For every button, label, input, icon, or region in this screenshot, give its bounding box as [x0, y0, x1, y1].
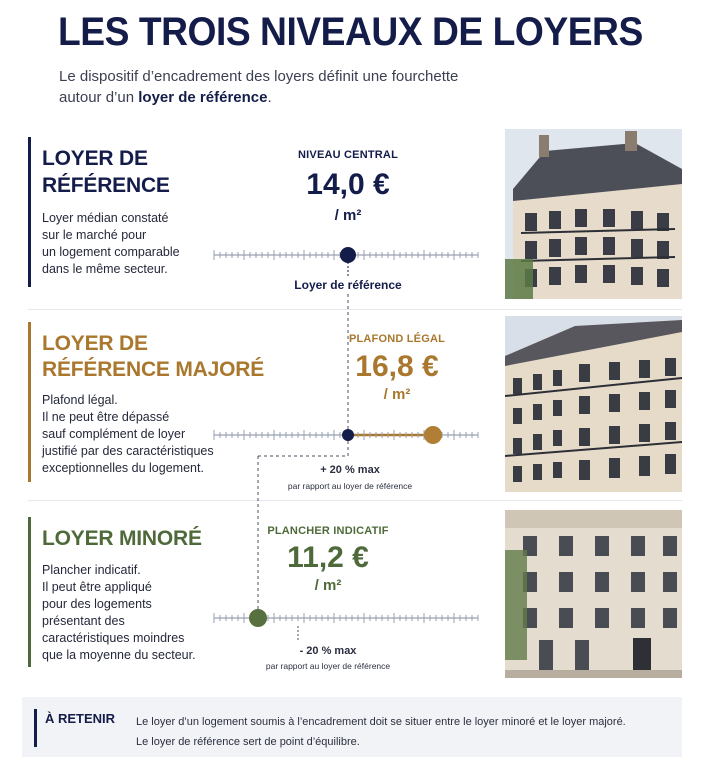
scale-majore	[214, 426, 478, 444]
rent-unit: / m²	[383, 386, 411, 403]
rent-unit: / m²	[334, 207, 362, 224]
key-takeaway-box	[22, 697, 682, 757]
takeaway-heading: À RETENIR	[45, 711, 116, 726]
percent-max: + 20 % max	[320, 464, 380, 476]
percent-note: par rapport au loyer de référence	[287, 481, 413, 491]
section-title-line1: LOYER DE	[42, 147, 148, 170]
desc-line: Plancher indicatif.	[42, 563, 141, 577]
desc-line: sauf complément de loyer	[42, 427, 186, 441]
desc-line: dans le même secteur.	[42, 262, 168, 276]
desc-line: un logement comparable	[42, 245, 180, 259]
section-title-line1: LOYER DE	[42, 332, 148, 355]
takeaway-line: Le loyer de référence sert de point d’équilibre.	[136, 736, 360, 748]
subtitle-emphasis: loyer de référence	[138, 89, 268, 106]
percent-note: par rapport au loyer de référence	[265, 661, 391, 671]
page-title: LES TROIS NIVEAUX DE LOYERS	[58, 10, 643, 54]
section-title-line2: RÉFÉRENCE	[42, 174, 170, 197]
section-title-line2: RÉFÉRENCE MAJORÉ	[42, 358, 264, 381]
minore-marker	[249, 609, 267, 627]
rent-value: 11,2 €	[287, 541, 369, 574]
desc-line: Plafond légal.	[42, 393, 118, 407]
reference-marker	[340, 247, 356, 263]
scale-label: Loyer de référence	[294, 278, 402, 292]
desc-line: Il peut être appliqué	[42, 580, 152, 594]
desc-line: Loyer médian constaté	[42, 211, 169, 225]
rent-value: 16,8 €	[355, 350, 439, 383]
kicker-label: PLANCHER INDICATIF	[267, 525, 389, 537]
subtitle-end: .	[267, 89, 272, 106]
scale-minore	[214, 609, 478, 642]
takeaway-line: Le loyer d’un logement soumis à l’encadrement doit se situer entre le loyer minoré et le loyer majoré.	[136, 716, 626, 728]
section-title-line1: LOYER MINORÉ	[42, 527, 202, 550]
takeaway-accent-bar	[34, 709, 37, 747]
desc-line: justifié par des caractéristiques	[42, 444, 214, 458]
scale-reference	[214, 247, 478, 278]
desc-line: que la moyenne du secteur.	[42, 648, 196, 662]
rent-unit: / m²	[314, 577, 342, 594]
desc-line: caractéristiques moindres	[42, 631, 185, 645]
kicker-label: NIVEAU CENTRAL	[298, 149, 398, 161]
desc-line: exceptionnelles du logement.	[42, 461, 204, 475]
desc-line: pour des logements	[42, 597, 152, 611]
desc-line: sur le marché pour	[42, 228, 147, 242]
majore-marker	[424, 426, 442, 444]
subtitle-text: Le dispositif d’encadrement des loyers définit une fourchette autour d’un	[59, 68, 459, 106]
desc-line: présentant des	[42, 614, 125, 628]
reference-marker	[342, 429, 354, 441]
percent-max: - 20 % max	[299, 645, 357, 657]
rent-value: 14,0 €	[306, 168, 390, 201]
kicker-label: PLAFOND LÉGAL	[348, 333, 446, 345]
desc-line: Il ne peut être dépassé	[42, 410, 170, 424]
takeaway-text	[136, 712, 676, 752]
